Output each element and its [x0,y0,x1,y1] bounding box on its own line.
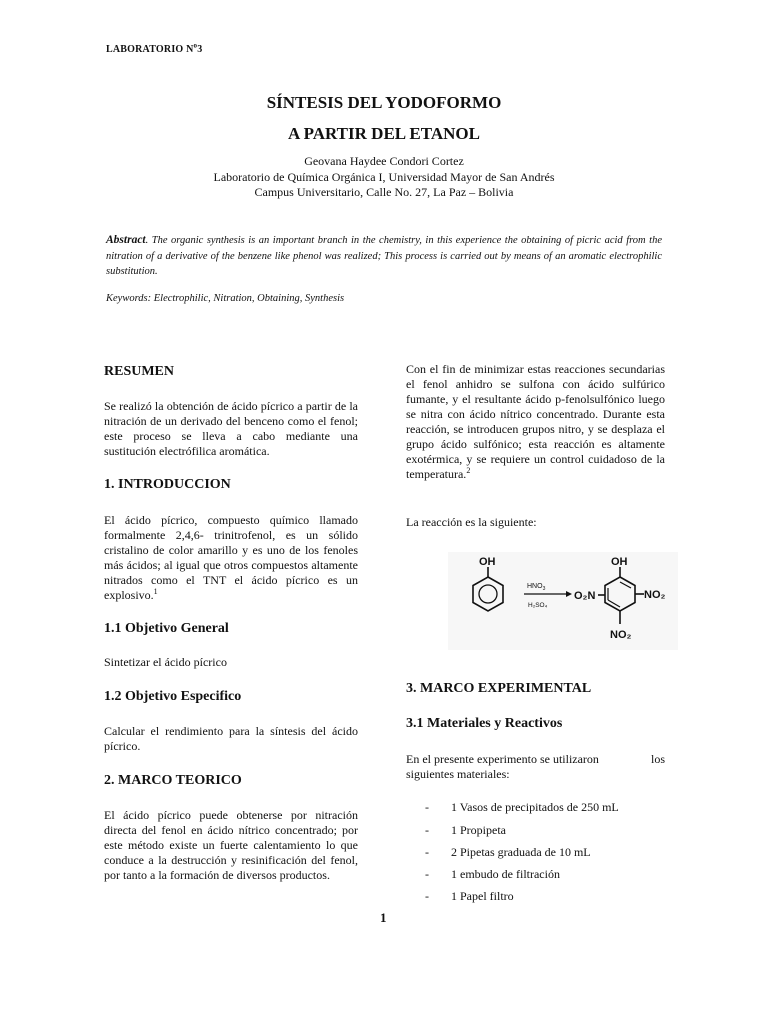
o2n-label: O₂N [574,590,596,602]
intro-ref: 1 [153,587,158,596]
right-paragraph [406,362,665,482]
lab-number-header: LABORATORIO $N^o3$ [106,41,203,55]
resumen-heading: RESUMEN [104,364,175,379]
intro-text: El ácido pícrico, compuesto químico llamado formalmente 2,4,6- trinitrofenol, es un sólido cristalino de color amarillo y es uno de los fenoles más ácidos; al igual que otros compuestos altamente nitrados como el TNT el ácido pícrico es un explosivo. [104,513,358,602]
no2-bottom-label: NO₂ [610,629,632,641]
marco-teorico-text: El ácido pícrico puede obtenerse por nitración directa del fenol en ácido nítrico concentrado; por este método existe un fuerte calentamiento lo que conduce a la destrucción y resinificación del fenol, por tanto a la formación de diversos productos. [104,808,358,882]
reaction-intro: La reacción es la siguiente: [406,515,537,529]
objetivo-general-text: Sintetizar el ácido pícrico [104,655,227,669]
intro-paragraph [104,513,358,603]
author-affiliation: Laboratorio de Química Orgánica I, Universidad Mayor de San Andrés [213,169,555,184]
oh-right-label: OH [611,556,628,568]
keywords: Keywords: Electrophilic, Nitration, Obtaining, Synthesis [106,293,345,304]
abstract-text: . The organic synthesis is an important branch in the chemistry, in this experience the obtaining of picric acid from the nitration of a derivative of the benzene like phenol was realized; This process is carried out by means of an aromatic electrophilic substitution. [106,235,662,277]
materiales-intro [406,752,665,782]
authors-block [0,154,768,201]
reaction-scheme [448,552,678,650]
oh-left-label: OH [479,556,496,568]
intro-heading: 1. INTRODUCCION [104,477,231,492]
reagent-top-label: $HNO_3$ [527,583,546,592]
title-line-1: SÍNTESIS DEL YODOFORMO [266,93,502,112]
materiales-intro-b: los [650,752,665,766]
materiales-intro-c: siguientes materiales: [406,767,510,781]
right-ref: 2 [466,466,471,475]
objetivo-especifico-heading: 1.2 Objetivo Especifico [104,689,242,704]
marco-teorico-heading: 2. MARCO TEORICO [104,773,242,788]
title-line-2: A PARTIR DEL ETANOL [288,124,480,143]
author-name: Geovana Haydee Condori Cortez [304,154,464,168]
materiales-heading: 3.1 Materiales y Reactivos [406,716,563,731]
author-address: Campus Universitario, Calle No. 27, La Paz – Bolivia [254,185,514,199]
page-number: 1 [380,910,387,925]
materiales-intro-a: En el presente experimento se utilizaron [406,752,599,766]
objetivo-general-heading: 1.1 Objetivo General [104,621,229,636]
right-text: Con el fin de minimizar estas reacciones secundarias el fenol anhidro se sulfona con ácido sulfúrico fumante, y el resultante ácido p-fenolsulfónico luego se nitra con ácido nítrico concentrado. Durante esta reacción, se introducen grupos nitro, y se desplaza el grupo ácido sulfónico; esta reacción es altamente exotérmica, y se requiere un control cuidadoso de la temperatura. [406,362,665,481]
objetivo-especifico-text: Calcular el rendimiento para la síntesis del ácido pícrico. [104,724,358,753]
marco-experimental-heading: 3. MARCO EXPERIMENTAL [406,681,592,696]
resumen-text: Se realizó la obtención de ácido pícrico a partir de la nitración de un derivado del benceno como el fenol; este proceso se lleva a cabo mediante una sustitución electrófilica aromática. [104,399,358,458]
reagent-bottom-label: H₂SO₄ [528,602,548,609]
no2-right-label: NO₂ [644,589,666,601]
abstract-label: Abstract [106,234,146,246]
abstract-paragraph [106,233,662,280]
